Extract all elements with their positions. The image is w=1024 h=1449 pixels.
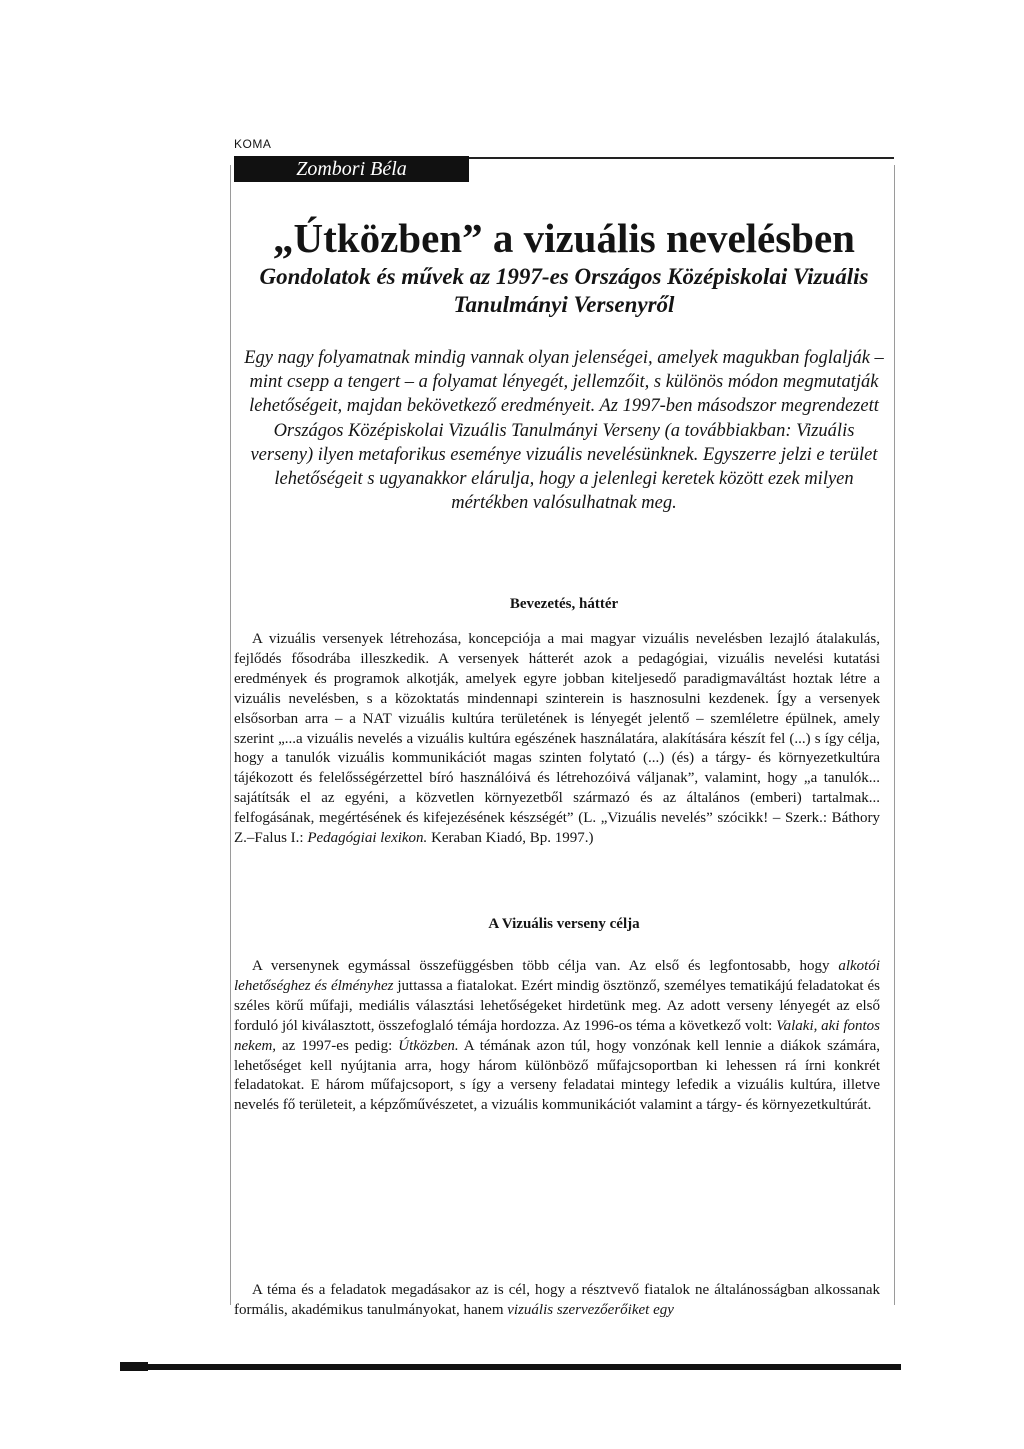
paragraph-text: A versenynek egymással összefüggésben több célja van. Az első és legfontosabb, hogy (252, 958, 839, 974)
paragraph-text: A vizuális versenyek létrehozása, koncepciója a mai magyar vizuális nevelésben lezajló átalakulás, fejlődés fősodrába illeszkedik. A versenyek hátterét azok a pedagógiai, vizuális nevelési kutatási eredmények és programok alkotják, amelyek egyre jobban kiteljesedő paradigmaváltást hoztak létre a vizuális nevelésben, s a közoktatás mindennapi szinterein is hasznosulni kezdenek. Így a versenyek elsősorban arra – a NAT vizuális kultúra területének is lényegét jelentő – szemléletre épülnek, amely szerint „...a vizuális nevelés a vizuális kultúra egészének használatára, alakítására készít fel (...) s így célja, hogy a tanulók vizuális kommunikációt magas szinten folytató (...) (és) a tárgy- és környezetkultúra tájékozott és felelősségérzettel bíró használóivá és létrehozóivá váljanak”, valamint, hogy „a tanulók... sajátítsák el az egyéni, a közvetlen környezetből származó és az általános (emberi) tartalmak... felfogásának, megértésének és kifejezésének készségét” (L. „Vizuális nevelés” szócikk! – Szerk.: Báthory Z.–Falus I.: (234, 631, 880, 847)
running-head: KOMA (234, 137, 272, 151)
paragraph-text: A témának azon túl, hogy vonzónak kell lennie a diákok számára, lehetőséget kell nyújtania arra, hogy három különböző műfajcsoportban ki lehessen rá írni konkrét feladatokat. E három műfajcsoport, s így a verseny feladatai mintegy lefedik a vizuális kultúra, illetve nevelés fő területeit, a képzőművészetet, a vizuális kommunikációt valamint a tárgy- és környezetkultúrát. (234, 1037, 880, 1114)
footer-rule (120, 1364, 901, 1370)
right-margin-rule (894, 165, 895, 1305)
section-heading-background: Bevezetés, háttér (509, 596, 619, 612)
body-paragraph (234, 630, 880, 849)
author-label: Zombori Béla (234, 156, 469, 182)
theme-title: Útközben. (398, 1037, 459, 1054)
paragraph-text: juttassa a fiatalokat. Ezért mindig ösztönző, személyes tematikájú feladatokat és széles körű műfaji, mediális választási lehetőségeket hirdetünk meg. Az adott verseny lényegét az első forduló jól kiválasztott, összefoglaló témája hordozza. Az 1996-os téma a következő volt: (234, 977, 880, 1034)
header-rule (469, 157, 894, 159)
lead-paragraph: Egy nagy folyamatnak mindig vannak olyan jelenségei, amelyek magukban foglalják – mint csepp a tengert – a folyamat lényegét, jellemzőit, s különös módon megmutatják lehetőségeit, majdan bekövetkező eredményeit. Az 1997-ben másodszor megrendezett Országos Középiskolai Vizuális Tanulmányi Verseny (a továbbiakban: Vizuális verseny) ilyen metaforikus eseménye vizuális nevelésünknek. Egyszerre jelzi e terület lehetőségeit s ugyanakkor elárulja, hogy a jelenlegi keretek között ezek milyen mértékben valósulhatnak meg. (244, 348, 884, 514)
paragraph-text: Keraban Kiadó, Bp. 1997.) (427, 830, 594, 847)
paragraph-text: A téma és a feladatok megadásakor az is cél, hogy a résztvevő fiatalok ne általánosságban alkossanak formális, akadémikus tanulmányokat, hanem (234, 1282, 880, 1318)
article-subtitle: Gondolatok és művek az 1997-es Országos Középiskolai Vizuális Tanulmányi Versenyről (259, 264, 869, 317)
theme-title: Valaki, aki fontos nekem, (234, 1017, 880, 1054)
emphasis-text: vizuális szervezőerőiket egy (507, 1301, 674, 1318)
left-margin-rule (230, 165, 231, 1305)
article-title: „Útközben” a vizuális nevelésben (273, 215, 855, 261)
body-paragraph (234, 1281, 880, 1321)
emphasis-text: alkotói lehetőséghez és élményhez (234, 958, 880, 994)
body-paragraph (234, 957, 880, 1116)
book-title: Pedagógiai lexikon. (307, 830, 428, 847)
paragraph-text: az 1997-es pedig: (276, 1037, 399, 1054)
section-heading-goal: A Vizuális verseny célja (488, 916, 640, 932)
